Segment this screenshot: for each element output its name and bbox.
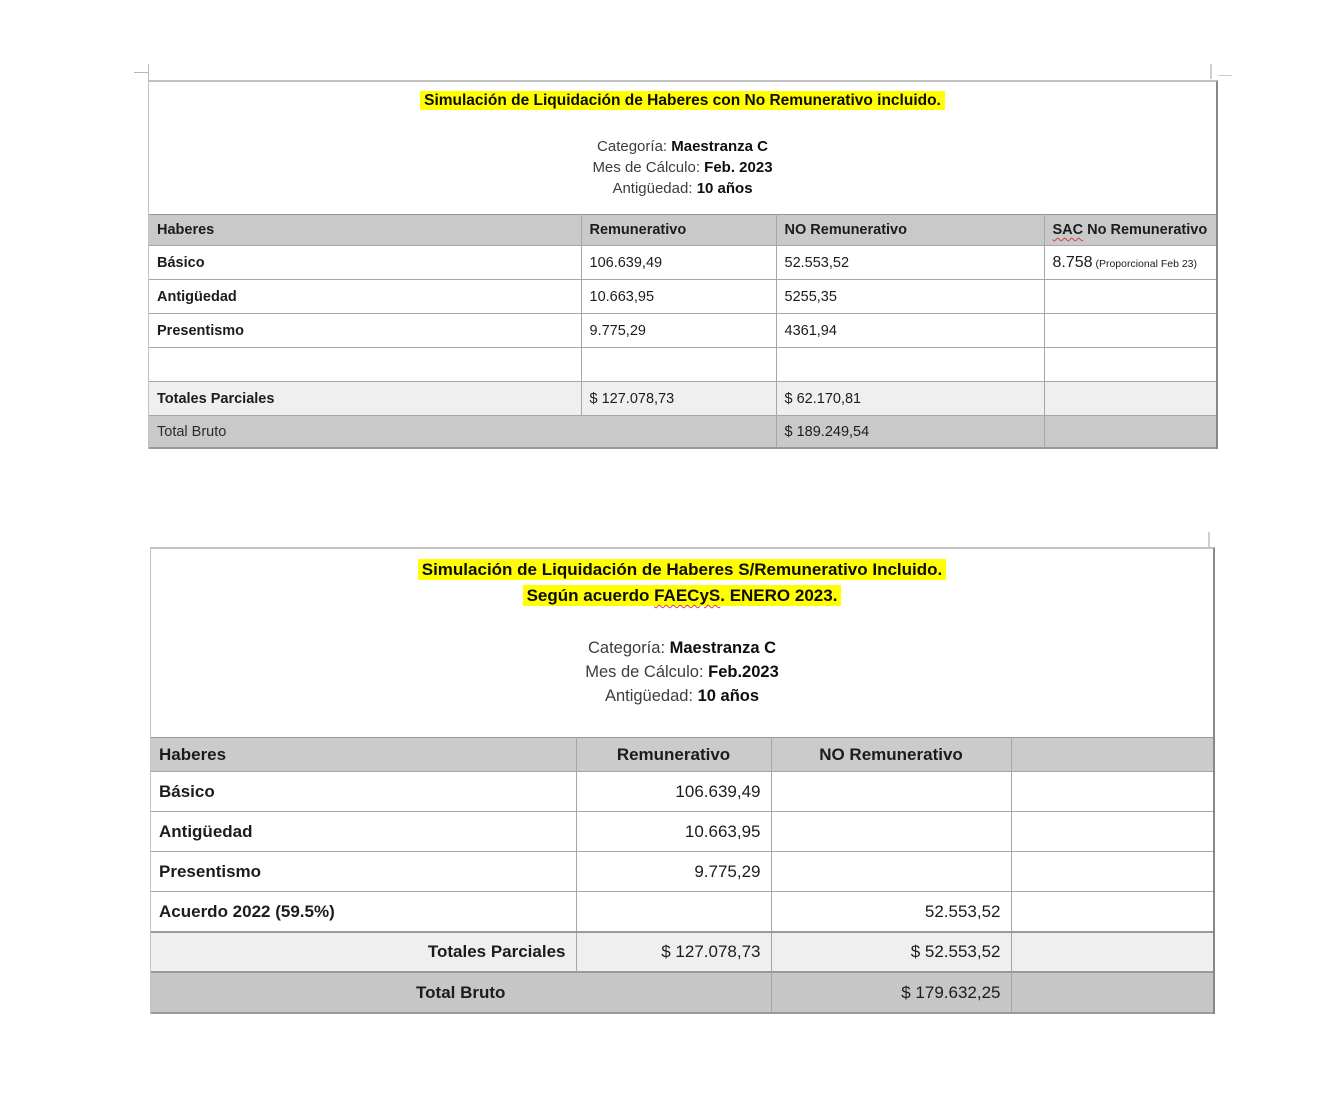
header-remunerativo: Remunerativo bbox=[576, 738, 771, 772]
simulation-section-sin-remunerativo bbox=[150, 547, 1215, 1014]
cell-antiguedad-rem: 10.663,95 bbox=[576, 812, 771, 852]
cell-antiguedad-rem: 10.663,95 bbox=[581, 280, 776, 314]
cell-total-bruto: $ 179.632,25 bbox=[771, 972, 1011, 1013]
meta-line-mes: Mes de Cálculo: Feb. 2023 bbox=[592, 159, 773, 176]
cell-basico-rem: 106.639,49 bbox=[581, 246, 776, 280]
cell-presentismo-rem: 9.775,29 bbox=[576, 852, 771, 892]
meta-line-categoria: Categoría: Maestranza C bbox=[587, 639, 776, 657]
table2-header-row bbox=[151, 738, 1213, 772]
simulation-section-con-no-remunerativo bbox=[148, 80, 1218, 449]
table-row-presentismo: Presentismo 9.775,29 4361,94 bbox=[149, 314, 1216, 348]
table-row-antiguedad: Antigüedad 10.663,95 5255,35 bbox=[149, 280, 1216, 314]
meta-line-antiguedad: Antigüedad: 10 años bbox=[604, 687, 760, 705]
header-haberes: Haberes bbox=[151, 738, 576, 772]
cell-basico-rem: 106.639,49 bbox=[576, 772, 771, 812]
cell-antiguedad-norem: 5255,35 bbox=[776, 280, 1044, 314]
table-row-total-bruto: Total Bruto $ 189.249,54 bbox=[149, 416, 1216, 449]
section2-meta bbox=[151, 636, 1213, 708]
table-row-basico: Básico 106.639,49 bbox=[151, 772, 1213, 812]
table-row-acuerdo-2022: Acuerdo 2022 (59.5%) 52.553,52 bbox=[151, 892, 1213, 933]
header-haberes: Haberes bbox=[149, 215, 581, 246]
haberes-table-sin-remunerativo bbox=[151, 737, 1213, 1014]
cell-presentismo-norem: 4361,94 bbox=[776, 314, 1044, 348]
meta-line-antiguedad: Antigüedad: 10 años bbox=[612, 180, 753, 197]
meta-line-categoria: Categoría: Maestranza C bbox=[597, 138, 768, 155]
table-row-totales-parciales: Totales Parciales $ 127.078,73 $ 52.553,52 bbox=[151, 932, 1213, 972]
cell-subtotal-rem: $ 127.078,73 bbox=[581, 382, 776, 416]
text-boundary-mark bbox=[148, 64, 149, 80]
cell-total-bruto: $ 189.249,54 bbox=[776, 416, 1044, 449]
table-row-presentismo: Presentismo 9.775,29 bbox=[151, 852, 1213, 892]
cell-subtotal-rem: $ 127.078,73 bbox=[576, 932, 771, 972]
header-remunerativo: Remunerativo bbox=[581, 215, 776, 246]
section1-title-row bbox=[149, 92, 1216, 110]
section2-title-rows bbox=[151, 557, 1213, 609]
section1-title: Simulación de Liquidación de Haberes con No Remunerativo incluido. bbox=[420, 91, 945, 110]
text-boundary-mark bbox=[134, 72, 148, 73]
table-row-empty bbox=[149, 348, 1216, 382]
table-row-total-bruto: Total Bruto $ 179.632,25 bbox=[151, 972, 1213, 1013]
cell-acuerdo-norem: 52.553,52 bbox=[771, 892, 1011, 933]
header-sac-no-remunerativo: SAC No Remunerativo bbox=[1044, 215, 1216, 246]
text-boundary-mark bbox=[1210, 64, 1212, 79]
section1-meta bbox=[149, 136, 1216, 199]
meta-line-mes: Mes de Cálculo: Feb.2023 bbox=[585, 663, 779, 681]
header-no-remunerativo: NO Remunerativo bbox=[771, 738, 1011, 772]
cell-presentismo-rem: 9.775,29 bbox=[581, 314, 776, 348]
table1-header-row bbox=[149, 215, 1216, 246]
cell-basico-sac: 8.758 (Proporcional Feb 23) bbox=[1044, 246, 1216, 280]
cell-subtotal-norem: $ 52.553,52 bbox=[771, 932, 1011, 972]
header-no-remunerativo: NO Remunerativo bbox=[776, 215, 1044, 246]
table-row-totales-parciales: Totales Parciales $ 127.078,73 $ 62.170,81 bbox=[149, 382, 1216, 416]
table-row-basico: Básico 106.639,49 52.553,52 8.758 (Proporcional Feb 23) bbox=[149, 246, 1216, 280]
table-row-antiguedad: Antigüedad 10.663,95 bbox=[151, 812, 1213, 852]
text-boundary-mark bbox=[1208, 532, 1210, 547]
header-empty bbox=[1011, 738, 1213, 772]
cell-basico-norem: 52.553,52 bbox=[776, 246, 1044, 280]
section2-title-line2: Según acuerdo FAECyS. ENERO 2023. bbox=[523, 585, 842, 606]
cell-subtotal-norem: $ 62.170,81 bbox=[776, 382, 1044, 416]
text-boundary-mark bbox=[1218, 75, 1232, 76]
haberes-table-con-no-remunerativo bbox=[149, 214, 1216, 449]
section2-title-line1: Simulación de Liquidación de Haberes S/Remunerativo Incluido. bbox=[418, 559, 947, 580]
